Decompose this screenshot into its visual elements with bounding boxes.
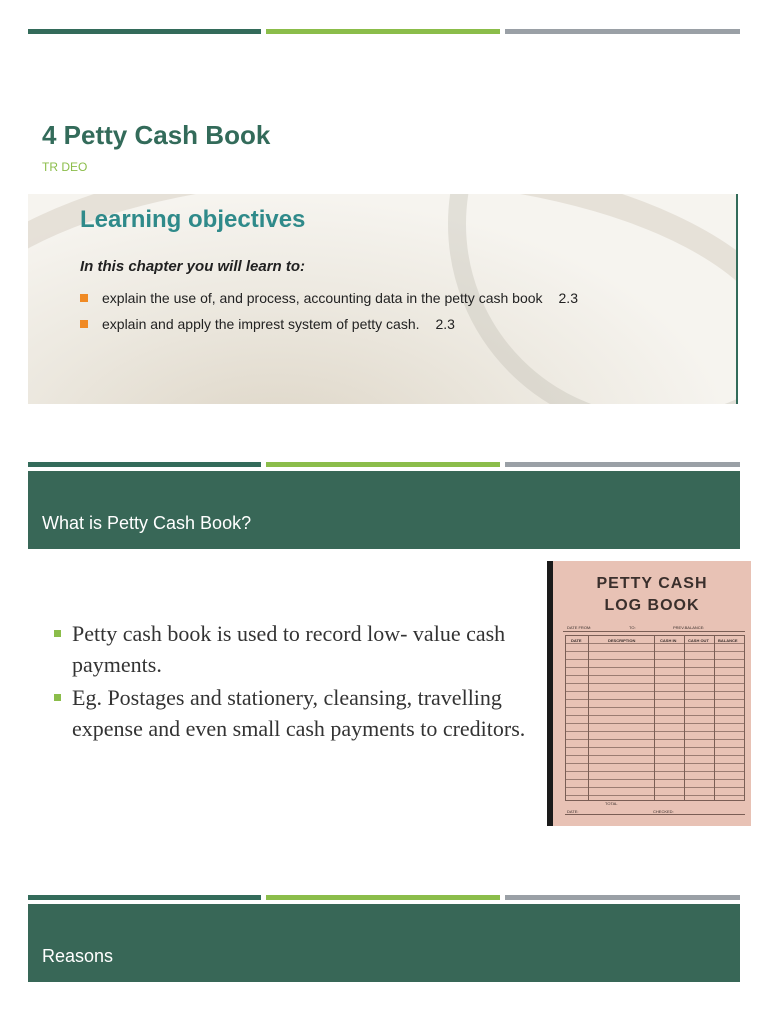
bullet-text: Eg. Postages and stationery, cleansing, travelling expense and even small cash payments to creditors. — [72, 685, 526, 741]
logbook-date-from: DATE FROM: — [567, 625, 592, 630]
slide-title: 4 Petty Cash Book — [42, 120, 271, 150]
orange-square-bullet-icon — [80, 320, 88, 328]
logbook-title: PETTY CASH — [596, 575, 708, 592]
accent-stripe-gray — [505, 462, 740, 467]
logbook-total: TOTAL — [605, 801, 618, 806]
panel-edge — [736, 194, 738, 404]
logbook-column-line — [588, 636, 589, 800]
accent-stripe-dark — [28, 29, 261, 34]
section-banner — [28, 904, 740, 982]
banner-title: What is Petty Cash Book? — [42, 513, 252, 533]
accent-stripe-dark — [28, 895, 261, 900]
logbook-column-line — [654, 636, 655, 800]
square-bullet-icon — [54, 694, 61, 701]
section-banner — [28, 471, 740, 549]
learning-objectives-panel — [28, 194, 738, 404]
objective-text: explain the use of, and process, accounting data in the petty cash book — [102, 290, 543, 306]
accent-stripe-gray — [505, 29, 740, 34]
accent-stripe-gray — [505, 895, 740, 900]
logbook-title: LOG BOOK — [604, 597, 700, 614]
logbook-divider — [565, 814, 745, 815]
logbook-column-header: CASH IN — [660, 638, 677, 643]
petty-cash-log-book-image — [547, 561, 751, 826]
learning-objectives-heading: Learning objectives — [80, 206, 306, 233]
banner-title: Reasons — [42, 946, 114, 966]
accent-stripe-green — [266, 29, 500, 34]
square-bullet-icon — [54, 630, 61, 637]
bullet-list — [50, 618, 530, 746]
logbook-column-line — [714, 636, 715, 800]
accent-stripe-green — [266, 462, 500, 467]
logbook-column-header: BALANCE — [718, 638, 738, 643]
logbook-to: TO: — [629, 625, 636, 630]
logbook-column-header: CASH OUT — [688, 638, 709, 643]
objective-item — [80, 290, 578, 306]
logbook-divider — [563, 631, 745, 632]
logbook-column-header: DATE — [571, 638, 582, 643]
objective-ref: 2.3 — [558, 290, 578, 306]
logbook-prev-balance: PREV.BALANCE: — [673, 625, 705, 630]
orange-square-bullet-icon — [80, 294, 88, 302]
logbook-footer-checked: CHECKED: — [653, 809, 674, 814]
accent-stripe-dark — [28, 462, 261, 467]
objective-item — [80, 316, 455, 332]
list-item — [50, 618, 530, 680]
bullet-text: Petty cash book is used to record low- value cash payments. — [72, 621, 506, 677]
logbook-footer-date: DATE: — [567, 809, 579, 814]
list-item — [50, 682, 530, 744]
logbook-table — [565, 635, 745, 801]
logbook-column-header: DESCRIPTION — [608, 638, 636, 643]
slide-subtitle: TR DEO — [42, 160, 88, 174]
learning-objectives-lead: In this chapter you will learn to: — [80, 258, 306, 275]
objective-text: explain and apply the imprest system of petty cash. — [102, 316, 420, 332]
logbook-column-line — [684, 636, 685, 800]
objective-ref: 2.3 — [435, 316, 455, 332]
accent-stripe-green — [266, 895, 500, 900]
